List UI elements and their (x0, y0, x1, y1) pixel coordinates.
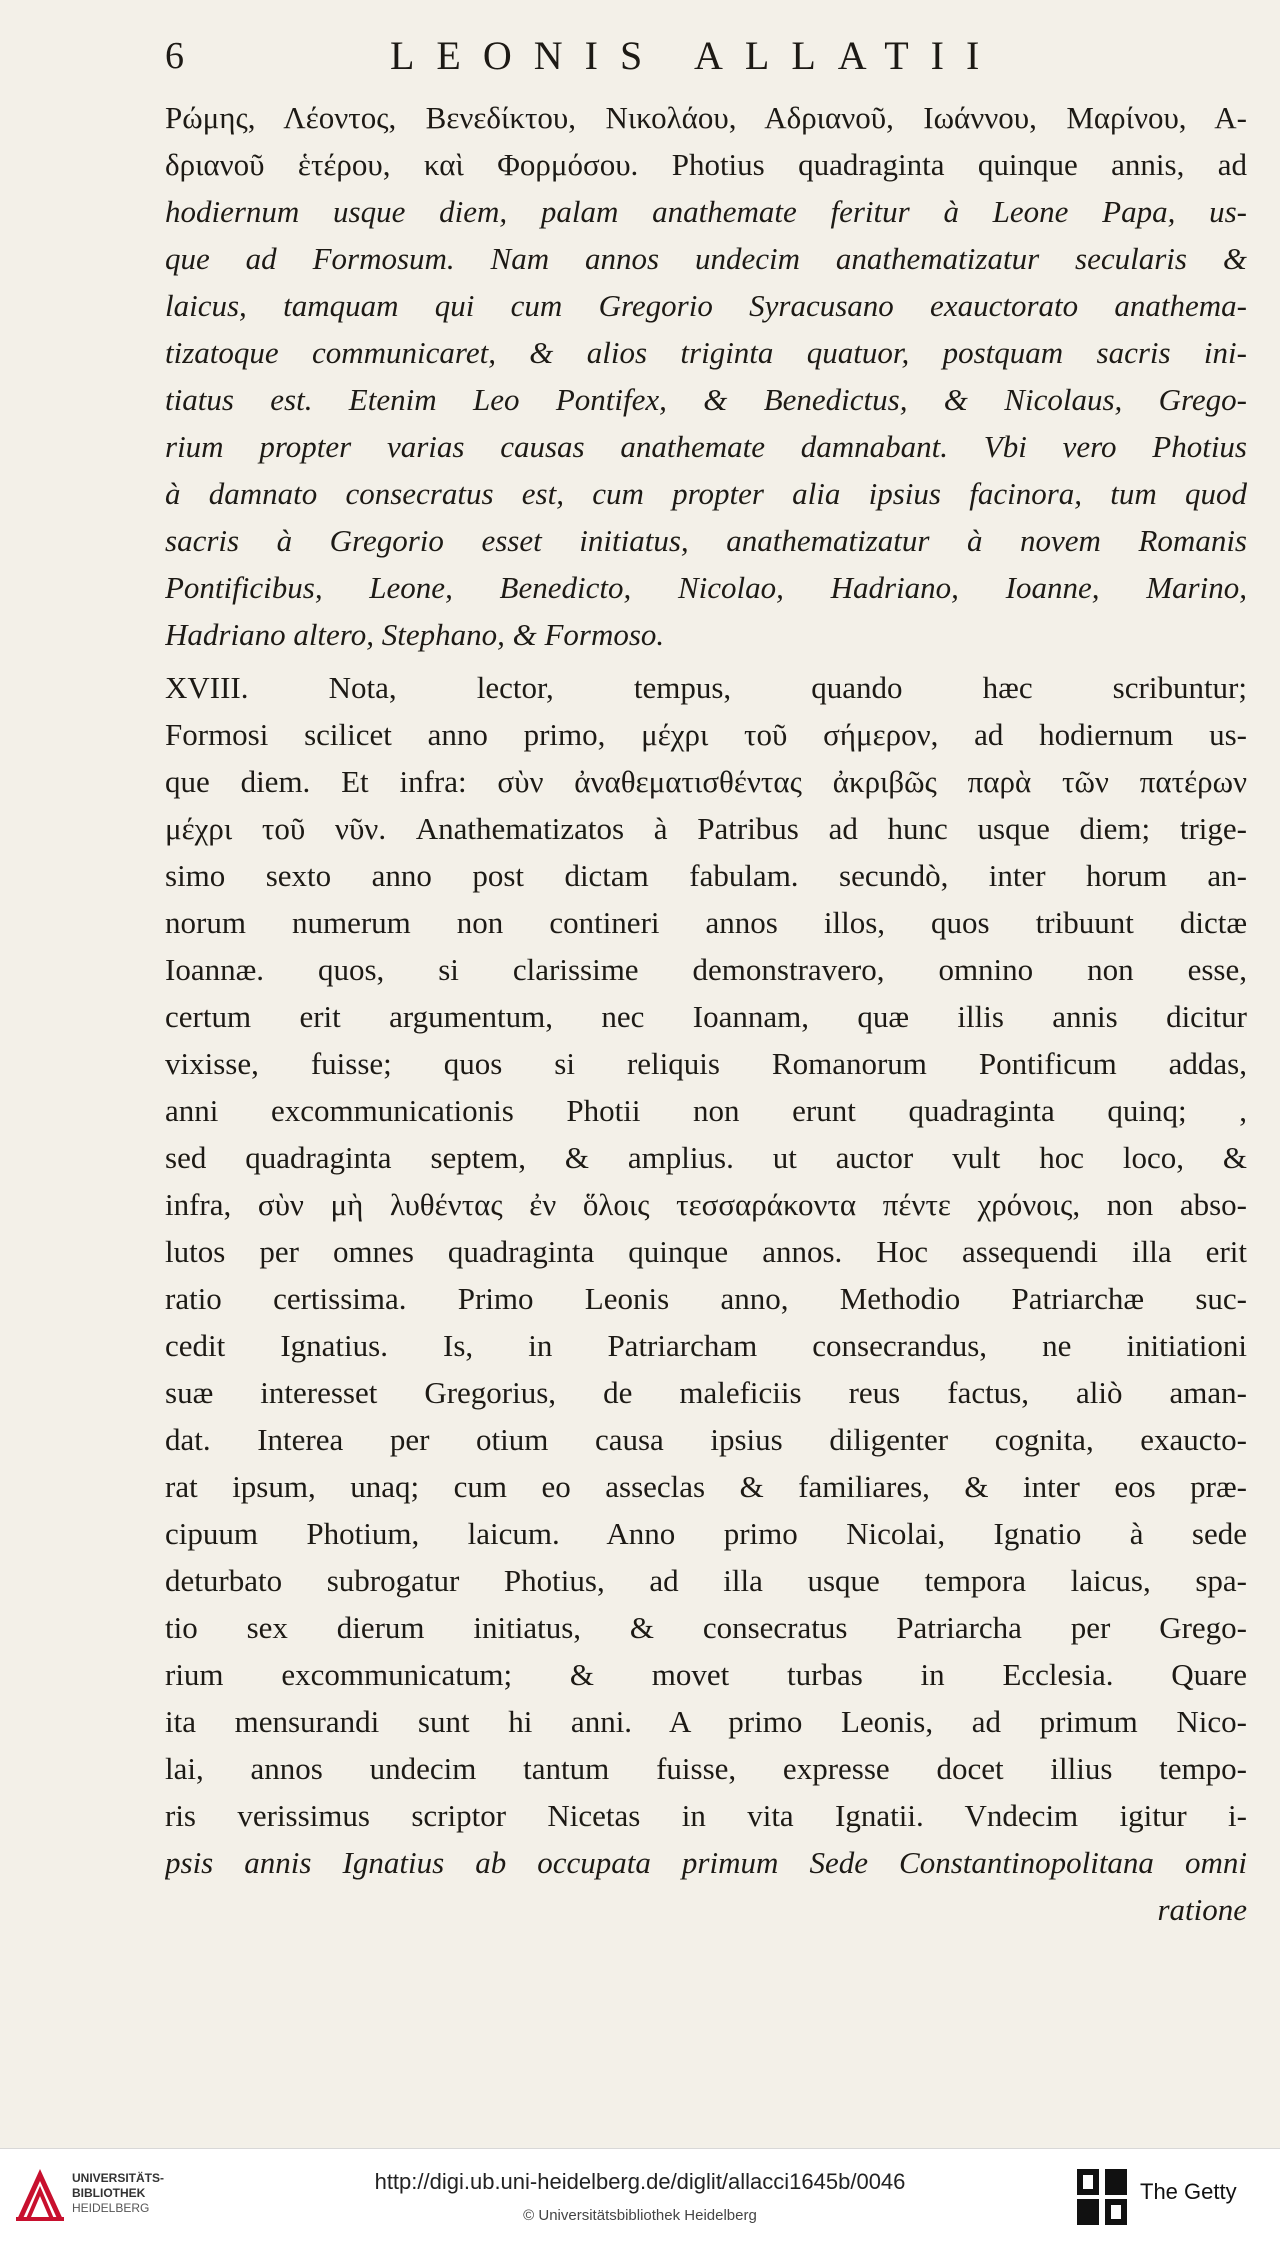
text-line: lutos per omnes quadraginta quinque annos. Hoc assequendi illa erit (165, 1234, 1247, 1269)
permalink-url[interactable]: http://digi.ub.uni-heidelberg.de/diglit/allacci1645b/0046 (374, 2169, 906, 2194)
text-line: XVIII. Nota, lector, tempus, quando hæc scribuntur; (165, 670, 1247, 705)
text-line: Pontificibus, Leone, Benedicto, Nicolao, Hadriano, Ioanne, Marino, (165, 570, 1247, 605)
text-line: suæ interesset Gregorius, de maleficiis reus factus, aliò aman- (165, 1375, 1247, 1410)
text-line: tio sex dierum initiatus, & consecratus Patriarcha per Grego- (165, 1610, 1247, 1645)
text-line: laicus, tamquam qui cum Gregorio Syracusano exauctorato anathema- (165, 288, 1247, 323)
text-line: norum numerum non contineri annos illos, quos tribuunt dictæ (165, 905, 1247, 940)
text-line: anni excommunicationis Photii non erunt quadraginta quinq; , (165, 1093, 1247, 1128)
text-line: rat ipsum, unaq; cum eo asseclas & familiares, & inter eos præ- (165, 1469, 1247, 1504)
text-line: vixisse, fuisse; quos si reliquis Romanorum Pontificum addas, (165, 1046, 1247, 1081)
page-number: 6 (165, 35, 184, 77)
text-line: ita mensurandi sunt hi anni. A primo Leonis, ad primum Nico- (165, 1704, 1247, 1739)
running-title: LEONIS ALLATII (390, 33, 1002, 78)
text-line: ris verissimus scriptor Nicetas in vita Ignatii. Vndecim igitur i- (165, 1798, 1247, 1833)
text-line: que ad Formosum. Nam annos undecim anathematizatur secularis & (165, 241, 1247, 276)
text-line: sacris à Gregorio esset initiatus, anathematizatur à novem Romanis (165, 523, 1247, 558)
university-library-name: UNIVERSITÄTS- BIBLIOTHEK HEIDELBERG (72, 2171, 165, 2215)
text-line: μέχρι τοῦ νῦν. Anathematizatos à Patribus ad hunc usque diem; trige- (165, 811, 1247, 846)
text-line: cedit Ignatius. Is, in Patriarcham consecrandus, ne initiationi (165, 1328, 1247, 1363)
text-line: tiatus est. Etenim Leo Pontifex, & Benedictus, & Nicolaus, Grego- (165, 382, 1247, 417)
text-line: Ioannæ. quos, si clarissime demonstravero, omnino non esse, (165, 952, 1247, 987)
getty-name: The Getty (1140, 2179, 1237, 2204)
text-line: psis annis Ignatius ab occupata primum Sede Constantinopolitana omni (165, 1845, 1247, 1880)
text-line: Formosi scilicet anno primo, μέχρι τοῦ σήμερον, ad hodiernum us- (165, 717, 1247, 752)
text-line: cipuum Photium, laicum. Anno primo Nicolai, Ignatio à sede (165, 1516, 1247, 1551)
text-line: tizatoque communicaret, & alios triginta quatuor, postquam sacris ini- (165, 335, 1247, 370)
text-line: lai, annos undecim tantum fuisse, expresse docet illius tempo- (165, 1751, 1247, 1786)
page-header (165, 30, 1245, 86)
text-line: dat. Interea per otium causa ipsius diligenter cognita, exaucto- (165, 1422, 1247, 1457)
body-text (165, 94, 1247, 1933)
copyright-notice: © Universitätsbibliothek Heidelberg (523, 2207, 757, 2224)
text-line: deturbato subrogatur Photius, ad illa usque tempora laicus, spa- (165, 1563, 1247, 1598)
text-line: infra, σὺν μὴ λυθέντας ἐν ὅλοις τεσσαράκοντα πέντε χρόνοις, non abso- (165, 1187, 1247, 1222)
text-line: ratio certissima. Primo Leonis anno, Methodio Patriarchæ suc- (165, 1281, 1247, 1316)
text-line: rium excommunicatum; & movet turbas in Ecclesia. Quare (165, 1657, 1247, 1692)
text-line: ratione (1157, 1892, 1247, 1927)
text-line: sed quadraginta septem, & amplius. ut auctor vult hoc loco, & (165, 1140, 1247, 1175)
text-line: hodiernum usque diem, palam anathemate feritur à Leone Papa, us- (165, 194, 1247, 229)
footer-bar (0, 2148, 1280, 2245)
text-line: rium propter varias causas anathemate damnabant. Vbi vero Photius (165, 429, 1247, 464)
text-line: Ρώμης, Λέοντος, Βενεδίκτου, Νικολάου, Αδριανοῦ, Ιωάννου, Μαρίνου, Α- (165, 100, 1247, 135)
text-line: δριανοῦ ἑτέρου, καὶ Φορμόσου. Photius quadraginta quinque annis, ad (165, 147, 1247, 182)
text-line: certum erit argumentum, nec Ioannam, quæ illis annis dicitur (165, 999, 1247, 1034)
text-line: à damnato consecratus est, cum propter alia ipsius facinora, tum quod (165, 476, 1247, 511)
text-line: simo sexto anno post dictam fabulam. secundò, inter horum an- (165, 858, 1247, 893)
text-line: Hadriano altero, Stephano, & Formoso. (165, 617, 665, 652)
text-line: que diem. Et infra: σὺν ἀναθεματισθέντας ἀκριβῶς παρὰ τῶν πατέρων (165, 764, 1247, 799)
getty-logo-icon (1075, 2167, 1129, 2227)
